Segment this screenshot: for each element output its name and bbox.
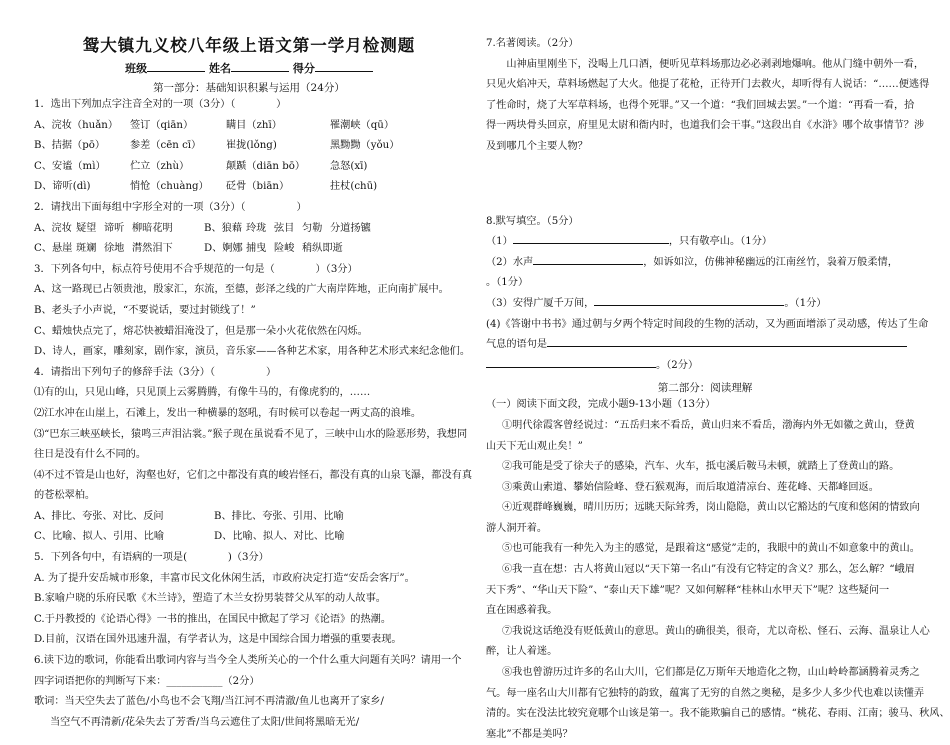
q8-blank-5[interactable]	[486, 357, 656, 368]
class-label: 班级	[125, 62, 148, 75]
q7-passage-line: 山神庙里刚坐下，没喝上几口酒，便听见草料场那边必必剥剥地爆响。他从门缝中朝外一看，	[486, 58, 925, 70]
passage-paragraph: 醉，让人着迷。	[486, 646, 558, 658]
q4-sentence-4: ⑷不过不管是山也好，沟壑也好，它们之中都没有真的峻岩怪石，都没有真的山泉飞瀑，都没有真	[34, 469, 473, 481]
q8-blank-1[interactable]	[513, 233, 669, 244]
q1-option-a: A、浣妆（huǎn） 签订（qiān） 瞒目（zhī） 罹潮峡（qū）	[34, 119, 395, 131]
question-8	[486, 212, 929, 377]
passage-paragraph: 游人洞开着。	[486, 522, 548, 534]
q1-option-b: B、拮据（pō） 参差（cēn cī） 崔拢(lǒng) 黑黝黝（yǒu）	[34, 140, 400, 152]
q5-option-d: D.目前，汉语在国外迅速升温，有学者认为，这是中国综合国力增强的重要表现。	[34, 634, 402, 646]
q8-stem: 8.默写填空。（5分）	[486, 215, 579, 227]
class-field[interactable]	[147, 62, 205, 72]
reading-passage	[486, 395, 950, 745]
reading-intro: （一）阅读下面文段，完成小题9-13小题（13分）	[486, 399, 716, 411]
q2-options-cd: C、悬崖 斑斓 徐地 潸然泪下 D、婀娜 捕曳 险峻 稍纵即逝	[34, 243, 343, 255]
q3-option-c: C、蜡烛快点完了，熔芯快被蜡泪淹没了，但是那一朵小火花依然在闪烁。	[34, 325, 368, 337]
passage-paragraph: ⑧我也曾游历过许多的名山大川，它们都是亿万斯年天地造化之物，山山岭岭都涵腾着灵秀之	[502, 667, 920, 679]
question-4	[34, 363, 473, 548]
q2-stem: 2．请找出下面每组中字形全对的一项（3分）（ ）	[34, 201, 307, 213]
q4-sentence-3-cont: 往日是没有什么不同的。	[34, 449, 147, 461]
passage-paragraph: ①明代徐霞客曾经说过：“五岳归来不看岳，黄山归来不看岳，渤海内外无如徽之黄山，登黄	[502, 419, 915, 431]
student-info-line	[34, 60, 464, 76]
passage-paragraph: 清的。实在没法比较究竟哪个山该是第一。我不能欺骗自己的感情。“桃花、春雨、江南；骏马、秋风、	[486, 708, 950, 720]
q4-sentence-3: ⑶“巴东三峡巫峡长，猿鸣三声泪沾裳。”猴子现在虽说看不见了，三峡中山水的险恶形势，我想同	[34, 428, 468, 440]
left-column	[34, 0, 473, 733]
q8-item-3: （3）安得广厦千万间， 。（1分）	[486, 294, 924, 315]
q7-answer-space[interactable]	[486, 158, 924, 212]
q8-item-4-end: 。（2分）	[486, 356, 924, 377]
passage-paragraph: 塞北”不都是美吗？	[486, 728, 573, 740]
question-1	[34, 95, 464, 198]
q4-stem: 4．请指出下列句子的修辞手法（3分）（ ）	[34, 366, 277, 378]
section-heading-2: 第二部分：阅读理解	[657, 382, 753, 395]
passage-paragraph: 气。每一座名山大川都有它独特的韵致，蕴寓了无穷的自然之奥秘，是多少人多少代也难以读懂弄	[486, 687, 925, 699]
name-label: 姓名	[209, 62, 231, 75]
q5-option-c: C.于丹教授的《论语心得》一书的推出，在国民中掀起了学习《论语》的热潮。	[34, 613, 392, 625]
passage-paragraph: ②我可能是受了徐夫子的感染，汽车、火车，抵屯溪后鞍马未顿，就踏上了登黄山的路。	[502, 461, 900, 473]
q8-item-2-cont: 。（1分）	[486, 277, 529, 289]
q7-passage-line: 得一两块骨头回京，府里见太尉和衙内时，也道我们会干事。”这段出自《水浒》哪个故事情节？涉	[486, 120, 925, 132]
q7-passage-line: 及到哪几个主要人物？	[486, 140, 588, 152]
passage-paragraph: ⑥我一直在想：古人将黄山冠以“天下第一名山”有没有它特定的含义？那么，怎么解？“峨眉	[502, 564, 915, 576]
q8-item-2: （2）水声 ，如诉如泣，仿佛神秘幽远的江南丝竹，袅着万般柔情，	[486, 253, 924, 274]
q8-blank-3[interactable]	[594, 295, 784, 306]
q4-options-cd: C、比喻、拟人、引用、比喻 D、比喻、拟人、对比、比喻	[34, 531, 345, 543]
q8-blank-4[interactable]	[547, 336, 907, 347]
q6-lyric-2: 当空气不再清新/花朵失去了芳香/当乌云遮住了太阳/世间将黑暗无光/	[50, 716, 360, 728]
question-7	[486, 34, 930, 212]
q4-sentence-4-cont: 的苍松翠柏。	[34, 490, 96, 502]
q8-item-1: （1） ，只有敬亭山。（1分）	[486, 232, 924, 253]
passage-paragraph: ④近观群峰巍巍，晴川历历；远眺天际耸秀，岗山隐隐，黄山以它豁达的气度和悠闲的情致向	[502, 502, 920, 514]
q3-option-d: D、诗人，画家，雕刻家，剧作家，演员，音乐家——各种艺术家，用各种艺术形式来纪念他们。	[34, 346, 471, 358]
q6-stem-cont: 四字词语把你的判断写下来：___________（2分）	[34, 675, 260, 687]
question-5	[34, 548, 464, 651]
q5-stem: 5．下列各句中，有语病的一项是( )（3分）	[34, 552, 269, 564]
q7-passage-line: 了性命时，烧了大军草料场，也得个死罪。”又一个道：“我们回城去罢。”一个道：“再看一看，拾	[486, 99, 915, 111]
q6-stem: 6.读下边的歌词，你能看出歌词内容与当今全人类所关心的一个什么重大问题有关吗？请用一个	[34, 655, 462, 667]
q3-option-b: B、老头子小声说，“不要说话，要过封锁线了！”	[34, 304, 256, 316]
page-title: 鸳大镇九义校八年级上语文第一学月检测题	[82, 36, 416, 55]
passage-paragraph: 直在困惑着我。	[486, 605, 558, 617]
question-3	[34, 260, 471, 363]
q8-blank-2[interactable]	[533, 254, 643, 265]
q4-options-ab: A、排比、夸张、对比、反问 B、排比、夸张、引用、比喻	[34, 510, 344, 522]
question-6	[34, 651, 464, 733]
name-field[interactable]	[231, 62, 289, 72]
score-label: 得分	[292, 62, 315, 75]
passage-paragraph: 天下秀”、“华山天下险”、“泰山天下雄”呢？又如何解释“桂林山水甲天下”呢？这些疑问一	[486, 584, 890, 596]
q1-option-c: C、安谧（mì） 伫立（zhù） 颠踬（diān bō） 急怒(xī)	[34, 160, 368, 172]
question-2	[34, 198, 464, 260]
q4-sentence-2: ⑵江水冲在山崖上，石滩上，发出一种横暴的怒吼，有时候可以卷起一两丈高的浪堆。	[34, 407, 422, 419]
q5-option-b: B.家喻户晓的乐府民歌《木兰诗》，塑造了木兰女扮男装替父从军的动人故事。	[34, 593, 386, 605]
q4-sentence-1: ⑴有的山，只见山峰，只见顶上云雾腾腾，有像牛马的，有像虎豹的，……	[34, 387, 371, 399]
passage-paragraph: ⑤也可能我有一种先入为主的感觉，是跟着这“感觉”走的，我眼中的黄山不如意象中的黄山。	[502, 543, 920, 555]
passage-paragraph: ③乘黄山索道、攀始信险峰、登石猴观海，而后取道清凉台、莲花峰、天都峰回返。	[502, 481, 879, 493]
q8-item-4: (4)《答谢中书书》通过朝与夕两个特定时间段的生物的活动，又为画面增添了灵动感，传达了生命	[486, 318, 929, 330]
score-field[interactable]	[315, 62, 373, 72]
section-heading-1: 第一部分：基础知识积累与运用（24分）	[153, 82, 345, 94]
q7-passage-line: 只见火焰冲天，草料场燃起了大火。他提了花枪，正待开门去救火，却听得有人说话：“……便逃得	[486, 79, 930, 91]
q1-stem: 1．选出下列加点字注音全对的一项（3分）（ ）	[34, 99, 287, 110]
q1-option-d: D、谛听(dì) 悄怆（chuàng） 砭骨（biān） 拄杖(chū)	[34, 181, 378, 193]
passage-paragraph: 山天下无山观止矣！”	[486, 440, 583, 452]
q3-option-a: A、这一路现已占领贵池，殷家汇，东流，至德，彭泽之线的广大南岸阵地，正向南扩展中。	[34, 284, 449, 296]
q5-option-a: A. 为了提升安岳城市形象，丰富市民文化休闲生活，市政府决定打造“安岳会客厅”。	[34, 572, 415, 584]
right-column	[486, 0, 950, 745]
q3-stem: 3．下列各句中，标点符号使用不合乎规范的一句是（ ）（3分）	[34, 263, 358, 275]
q2-options-ab: A、浣妆 疑望 谛听 柳暗花明 B、狼藉 玲珑 弦目 匀勒 分道扬镳	[34, 222, 371, 234]
q6-lyric-1: 歌词：当天空失去了蓝色/小鸟也不会飞翔/当江河不再清澈/鱼儿也离开了家乡/	[34, 696, 384, 708]
passage-paragraph: ⑦我说这话绝没有贬低黄山的意思。黄山的确很美，很奇，尤以奇松、怪石、云海、温泉让人心	[502, 625, 930, 637]
q8-item-4-line: 气息的语句是	[486, 335, 924, 356]
q7-stem: 7.名著阅读。（2分）	[486, 38, 579, 49]
